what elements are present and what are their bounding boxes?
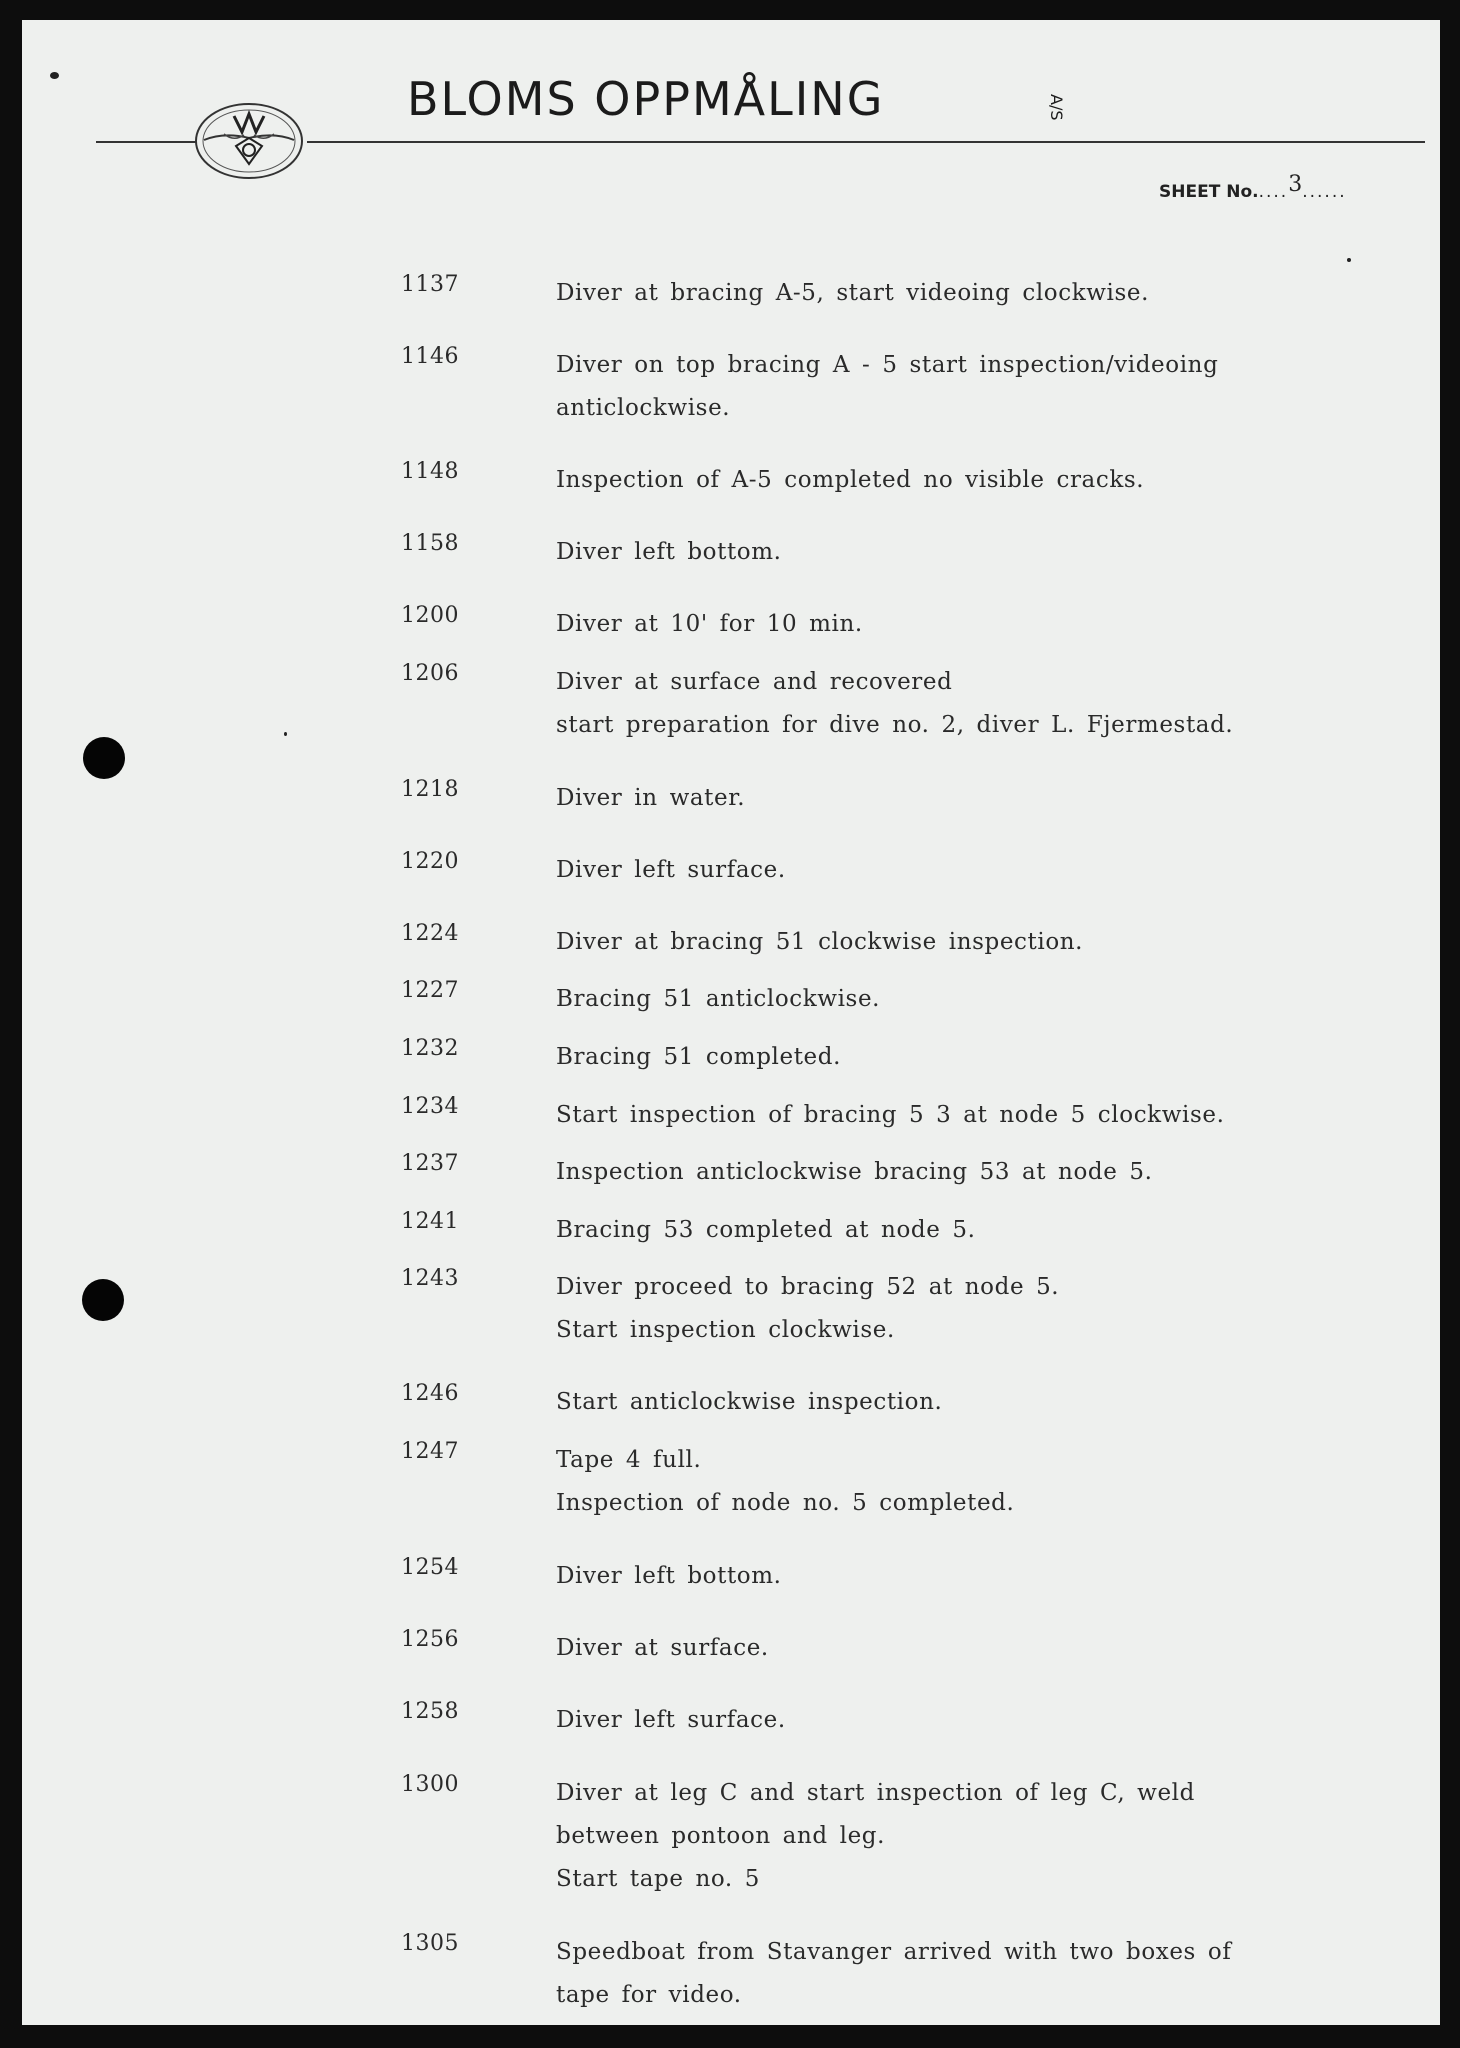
sheet-label: SHEET No. (1159, 182, 1259, 202)
entry-text (556, 1151, 1396, 1194)
entry-line: Start anticlockwise inspection. (556, 1389, 943, 1415)
entry-time: 1224 (401, 921, 459, 946)
sheet-dots: .... (1258, 182, 1289, 202)
entry-line: Bracing 51 anticlockwise. (556, 986, 881, 1012)
entry-text (556, 1699, 1396, 1742)
entry-time: 1243 (401, 1266, 459, 1291)
entry-text (556, 459, 1396, 502)
sheet-number: 3 (1288, 172, 1303, 197)
entry-text (556, 1931, 1396, 2017)
entry-text (556, 1772, 1396, 1901)
header-rule-right (307, 141, 1425, 143)
company-suffix: A/S (1047, 94, 1066, 121)
entry-time: 1258 (401, 1699, 459, 1724)
entry-time: 1300 (401, 1772, 459, 1797)
entry-text (556, 1036, 1396, 1079)
entry-time: 1237 (401, 1151, 459, 1176)
sheet-dots-trailing: ...... (1302, 182, 1347, 202)
entry-time: 1227 (401, 978, 459, 1003)
entry-text (556, 1094, 1396, 1137)
entry-line: Tape 4 full. (556, 1447, 702, 1473)
punch-hole-top (83, 737, 125, 779)
entry-line: Inspection of A-5 completed no visible cracks. (556, 467, 1145, 493)
entry-line: Diver left bottom. (556, 1563, 782, 1589)
entry-line: Inspection of node no. 5 completed. (556, 1490, 1015, 1516)
entry-time: 1158 (401, 531, 459, 556)
entry-time: 1220 (401, 849, 459, 874)
entry-time: 1206 (401, 661, 459, 686)
entry-line: Diver in water. (556, 785, 746, 811)
company-name: BLOMS OPPMÅLING (407, 72, 885, 126)
entry-text (556, 978, 1396, 1021)
entry-text (556, 777, 1396, 820)
entry-time: 1247 (401, 1439, 459, 1464)
entry-time: 1200 (401, 603, 459, 628)
entry-text (556, 603, 1396, 646)
entry-time: 1305 (401, 1931, 459, 1956)
entry-time: 1218 (401, 777, 459, 802)
document-page (22, 20, 1440, 2025)
entry-line: Speedboat from Stavanger arrived with two boxes of (556, 1939, 1232, 1965)
entry-time: 1241 (401, 1209, 459, 1234)
entry-line: Diver left bottom. (556, 539, 782, 565)
entry-text (556, 1266, 1396, 1352)
entry-time: 1137 (401, 272, 459, 297)
entry-text (556, 849, 1396, 892)
entry-time: 1148 (401, 459, 459, 484)
entry-line: Diver at surface and recovered (556, 669, 953, 695)
entry-line: Inspection anticlockwise bracing 53 at node 5. (556, 1159, 1153, 1185)
entry-text (556, 272, 1396, 315)
entry-text (556, 531, 1396, 574)
entry-time: 1254 (401, 1555, 459, 1580)
entry-time: 1232 (401, 1036, 459, 1061)
entry-time: 1234 (401, 1094, 459, 1119)
entry-time: 1256 (401, 1627, 459, 1652)
entry-time: 1246 (401, 1381, 459, 1406)
entry-line: tape for video. (556, 1982, 742, 2008)
entry-line: Diver left surface. (556, 857, 786, 883)
entry-time: 1146 (401, 344, 459, 369)
entry-line: Diver proceed to bracing 52 at node 5. (556, 1274, 1060, 1300)
entry-text (556, 921, 1396, 964)
entry-line: between pontoon and leg. (556, 1823, 886, 1849)
punch-hole-bottom (82, 1279, 124, 1321)
entry-line: Diver at leg C and start inspection of leg C, weld (556, 1780, 1195, 1806)
scan-speck (284, 732, 287, 736)
entry-line: Start inspection clockwise. (556, 1317, 895, 1343)
entry-line: Start tape no. 5 (556, 1866, 760, 1892)
entry-text (556, 344, 1396, 430)
scan-speck (50, 72, 59, 79)
entry-line: Diver on top bracing A - 5 start inspection/videoing (556, 352, 1219, 378)
sheet-number-field (1159, 172, 1347, 203)
entry-text (556, 1439, 1396, 1525)
entry-line: Start inspection of bracing 5 3 at node 5 clockwise. (556, 1102, 1225, 1128)
entry-line: Diver at 10' for 10 min. (556, 611, 863, 637)
entry-line: Diver at bracing 51 clockwise inspection. (556, 929, 1084, 955)
entry-line: Bracing 51 completed. (556, 1044, 841, 1070)
entry-text (556, 1555, 1396, 1598)
entry-text (556, 1627, 1396, 1670)
entry-line: Diver left surface. (556, 1707, 786, 1733)
entry-text (556, 1209, 1396, 1252)
entry-line: Diver at bracing A-5, start videoing clockwise. (556, 280, 1150, 306)
entry-line: Bracing 53 completed at node 5. (556, 1217, 976, 1243)
entry-line: Diver at surface. (556, 1635, 769, 1661)
entry-line: start preparation for dive no. 2, diver L. Fjermestad. (556, 712, 1234, 738)
entry-text (556, 1381, 1396, 1424)
company-logo-icon (194, 102, 304, 180)
entry-text (556, 661, 1396, 747)
scan-speck (1347, 258, 1351, 262)
entry-line: anticlockwise. (556, 395, 731, 421)
